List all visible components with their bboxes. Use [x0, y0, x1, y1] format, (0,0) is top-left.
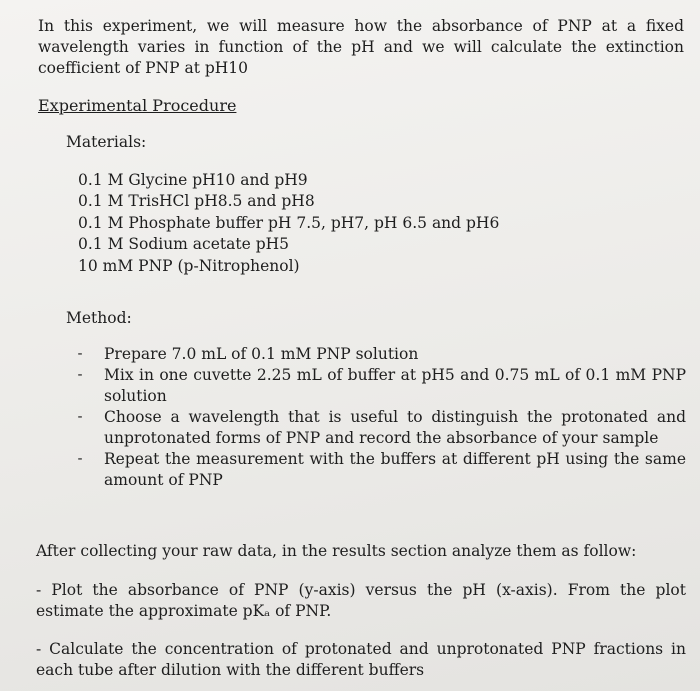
materials-item: 10 mM PNP (p-Nitrophenol): [78, 256, 300, 275]
method-title: Method:: [66, 309, 132, 327]
bullet-dash: -: [77, 367, 83, 383]
bullet-dash: -: [77, 346, 83, 362]
bullet-dash: -: [77, 451, 83, 467]
method-list: [68, 344, 686, 491]
method-step-text: Repeat the measurement with the buffers at different pH using the same amount of PNP: [104, 450, 686, 489]
materials-list: [78, 170, 499, 277]
materials-item: 0.1 M Phosphate buffer pH 7.5, pH7, pH 6.5 and pH6: [78, 213, 500, 232]
materials-item: 0.1 M Sodium acetate pH5: [78, 235, 290, 254]
analysis-intro: After collecting your raw data, in the results section analyze them as follow:: [36, 542, 637, 560]
materials-title: Materials:: [66, 133, 147, 151]
analysis-task-plot: - Plot the absorbance of PNP (y-axis) versus the pH (x-axis). From the plot estimate the approximate pKₐ of PNP.: [36, 581, 686, 620]
intro-paragraph: In this experiment, we will measure how the absorbance of PNP at a fixed wavelength varies in function of the pH and we will calculate the extinction coefficient of PNP at pH10: [38, 17, 684, 77]
method-step: [68, 365, 686, 407]
method-step-text: Mix in one cuvette 2.25 mL of buffer at pH5 and 0.75 mL of 0.1 mM PNP solution: [104, 366, 686, 405]
materials-item: 0.1 M Glycine pH10 and pH9: [78, 171, 308, 189]
method-step-text: Choose a wavelength that is useful to distinguish the protonated and unprotonated forms of PNP and record the absorbance of your sample: [104, 408, 686, 447]
method-step: [68, 449, 686, 491]
bullet-dash: -: [77, 409, 83, 425]
materials-item: 0.1 M TrisHCl pH8.5 and pH8: [78, 192, 315, 211]
analysis-task-concentration: - Calculate the concentration of protonated and unprotonated PNP fractions in each tube after dilution with the different buffers: [36, 640, 686, 679]
method-step: [68, 407, 686, 449]
method-step-text: Prepare 7.0 mL of 0.1 mM PNP solution: [104, 345, 419, 363]
procedure-heading: Experimental Procedure: [38, 96, 237, 115]
method-step: [68, 344, 686, 365]
